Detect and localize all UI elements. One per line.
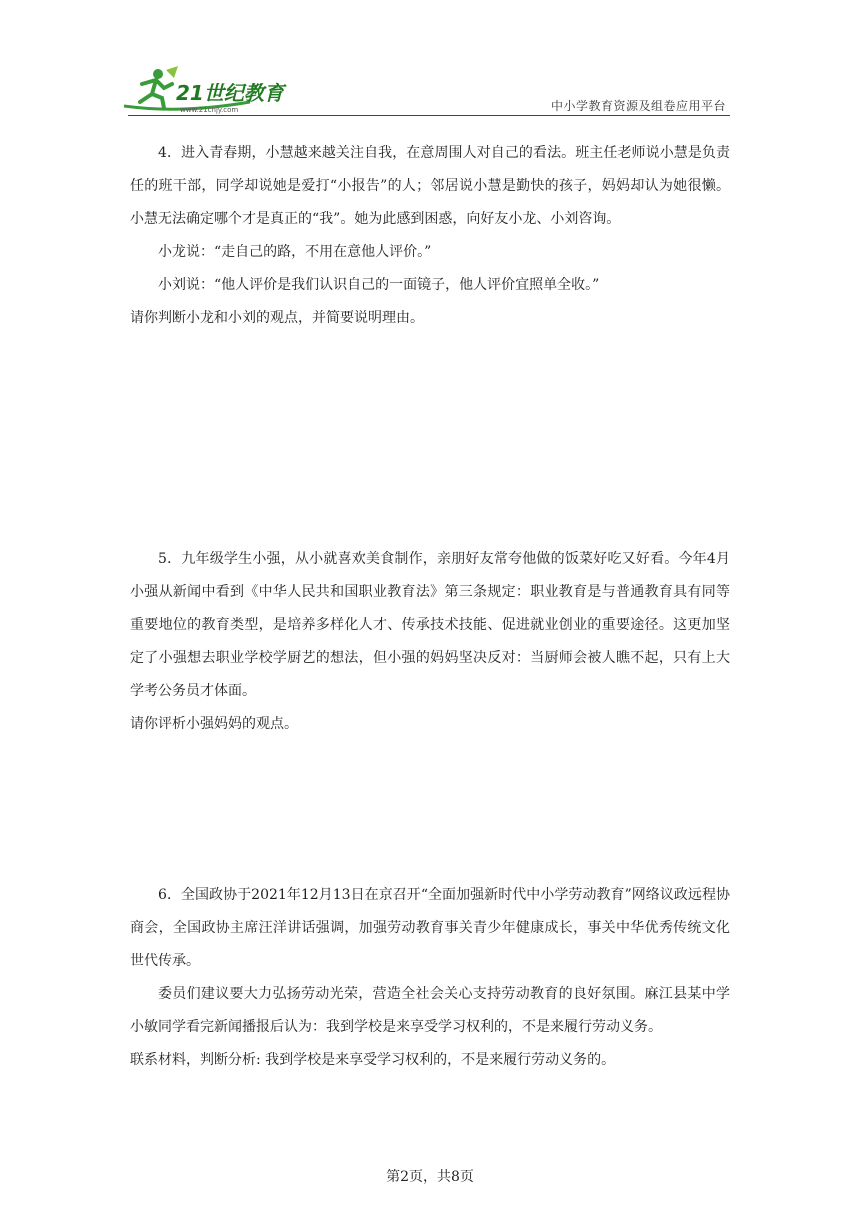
question-4-paragraph: 4．进入青春期，小慧越来越关注自我，在意周围人对自己的看法。班主任老师说小慧是负责任的班干部，同学却说她是爱打“小报告”的人；邻居说小慧是勤快的孩子，妈妈却认为她很懒。小慧无法确定哪个才是真正的“我”。她为此感到困惑，向好友小龙、小刘咨询。	[130, 145, 730, 227]
question-4-prompt: 请你判断小龙和小刘的观点，并简要说明理由。	[130, 310, 424, 326]
header-divider	[128, 115, 730, 116]
question-6	[130, 879, 730, 1077]
page-header	[0, 0, 860, 120]
question-4	[130, 137, 730, 335]
question-4-xiaolong: 小龙说：“走自己的路，不用在意他人评价。”	[158, 244, 432, 260]
question-6-prompt: 联系材料，判断分析: 我到学校是来享受学习权利的，不是来履行劳动义务的。	[130, 1052, 616, 1068]
question-6-paragraph: 6．全国政协于2021年12月13日在京召开“全面加强新时代中小学劳动教育”网络议政远程协商会，全国政协主席汪洋讲话强调，加强劳动教育事关青少年健康成长，事关中华优秀传统文化世代传承。	[130, 887, 730, 969]
logo	[120, 62, 295, 114]
logo-url: www.21cnjy.com	[180, 106, 239, 114]
platform-name: 中小学教育资源及组卷应用平台	[550, 99, 726, 113]
question-4-xiaoliu: 小刘说：“他人评价是我们认识自己的一面镜子，他人评价宜照单全收。”	[158, 277, 600, 293]
question-5	[130, 543, 730, 741]
question-6-paragraph-2: 委员们建议要大力弘扬劳动光荣，营造全社会关心支持劳动教育的良好氛围。麻江县某中学小敏同学看完新闻播报后认为：我到学校是来享受学习权利的，不是来履行劳动义务。	[130, 986, 730, 1035]
page-number: 第2页，共8页	[386, 1169, 474, 1185]
running-man-logo-icon	[120, 62, 295, 114]
question-5-paragraph: 5．九年级学生小强，从小就喜欢美食制作，亲朋好友常夸他做的饭菜好吃又好看。今年4月小强从新闻中看到《中华人民共和国职业教育法》第三条规定：职业教育是与普通教育具有同等重要地位的教育类型，是培养多样化人才、传承技术技能、促进就业创业的重要途径。这更加坚定了小强想去职业学校学厨艺的想法，但小强的妈妈坚决反对：当厨师会被人瞧不起，只有上大学考公务员才体面。	[130, 551, 730, 699]
question-5-prompt: 请你评析小强妈妈的观点。	[130, 716, 298, 732]
logo-text: 21世纪教育	[176, 81, 284, 105]
